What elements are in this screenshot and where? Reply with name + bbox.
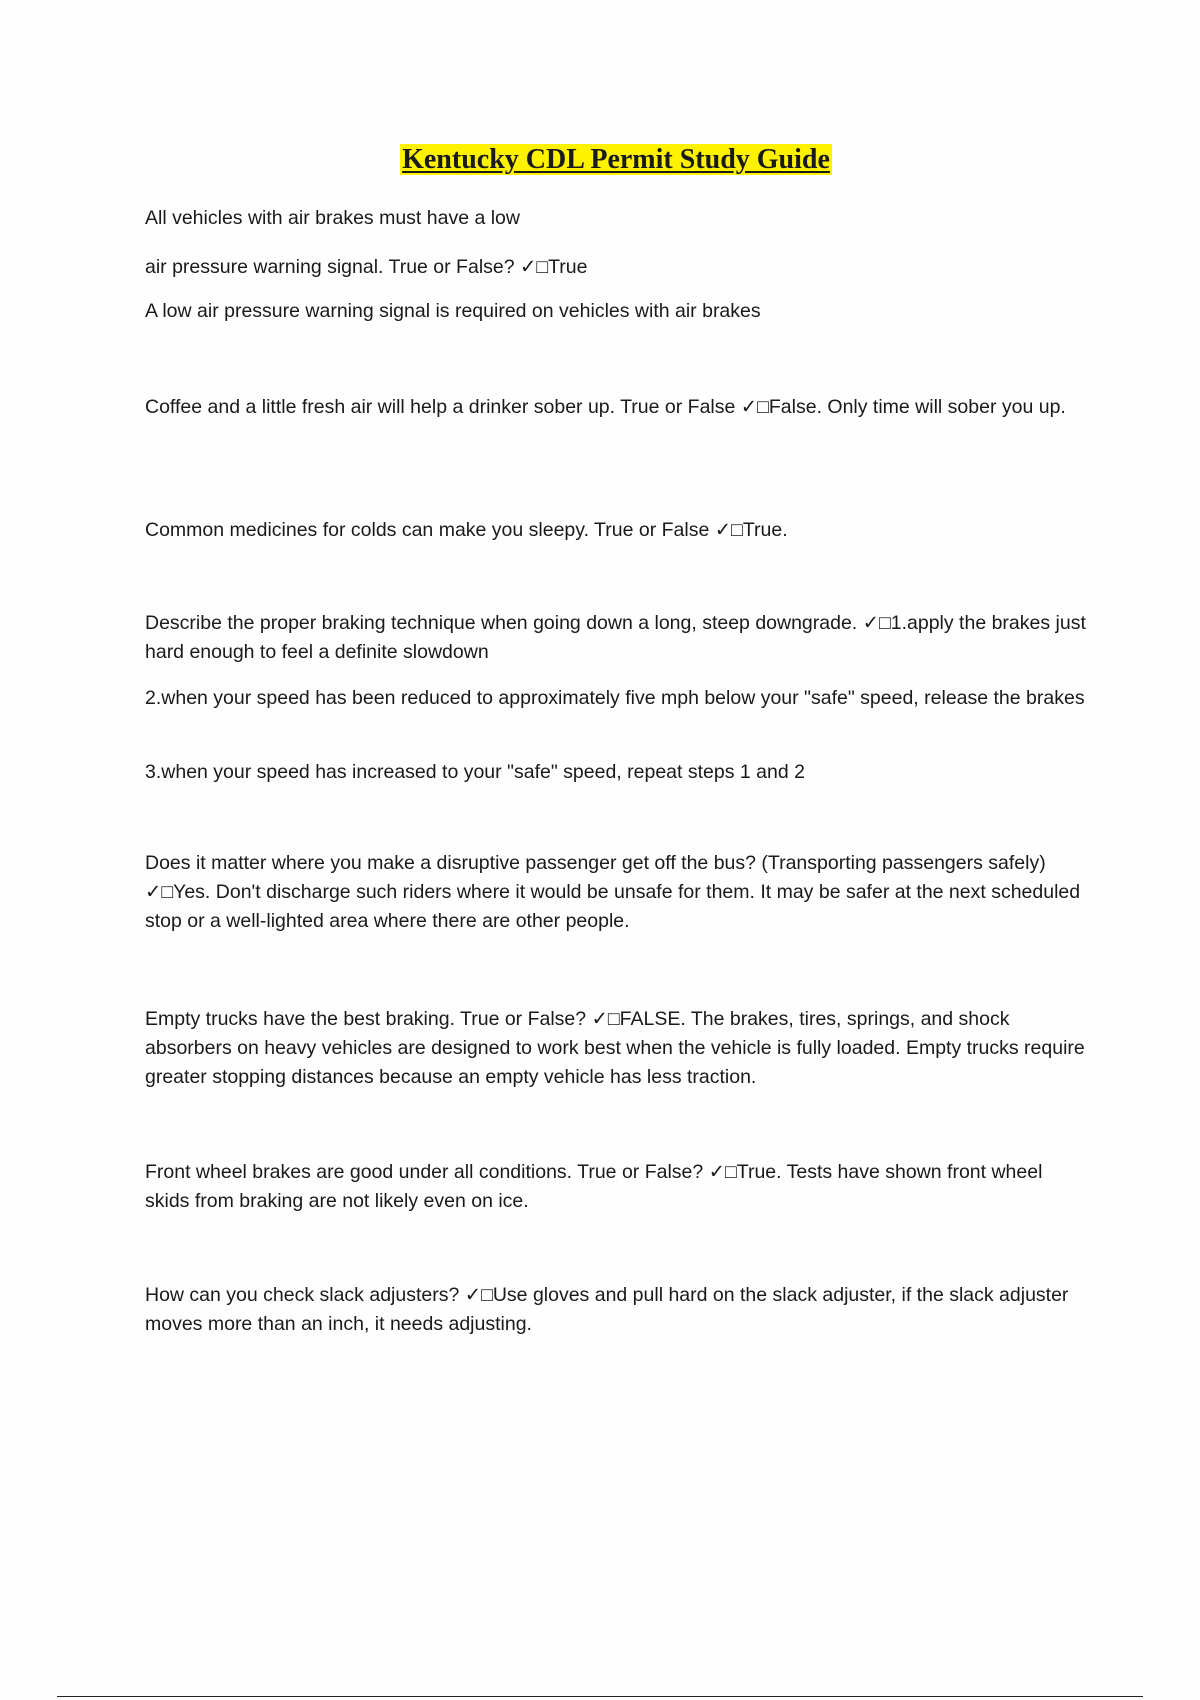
paragraph-front-wheel-brakes: Front wheel brakes are good under all conditions. True or False? ✓□True. Tests have shown front wheel skids from braking are not likely even on ice.: [145, 1161, 1043, 1212]
footer-divider: [57, 1696, 1143, 1697]
paragraph-braking-technique: Describe the proper braking technique when going down a long, steep downgrade. ✓□1.apply the brakes just hard enough to feel a definite slowdown: [145, 612, 1086, 663]
page-title: [0, 142, 1200, 178]
page-title-text: Kentucky CDL Permit Study Guide: [402, 144, 830, 175]
paragraph-braking-step-2: 2.when your speed has been reduced to approximately five mph below your "safe" speed, release the brakes: [145, 687, 1085, 709]
paragraph-empty-trucks: Empty trucks have the best braking. True or False? ✓□FALSE. The brakes, tires, springs, and shock absorbers on heavy vehicles are designed to work best when the vehicle is fully loaded. Empty trucks require greater stopping distances because an empty vehicle has less traction.: [145, 1008, 1085, 1088]
paragraph-braking-step-3: 3.when your speed has increased to your "safe" speed, repeat steps 1 and 2: [145, 761, 805, 783]
paragraph-air-brakes-answer: air pressure warning signal. True or False? ✓□True: [145, 256, 588, 278]
paragraph-air-brakes-explanation: A low air pressure warning signal is required on vehicles with air brakes: [145, 300, 761, 322]
paragraph-slack-adjusters: How can you check slack adjusters? ✓□Use gloves and pull hard on the slack adjuster, if the slack adjuster moves more than an inch, it needs adjusting.: [145, 1284, 1069, 1335]
paragraph-disruptive-passenger: Does it matter where you make a disruptive passenger get off the bus? (Transporting passengers safely) ✓□Yes. Don't discharge such riders where it would be unsafe for them. It may be safer at the next scheduled stop or a well-lighted area where there are other people.: [145, 852, 1081, 932]
paragraph-air-brakes-question: All vehicles with air brakes must have a low: [145, 207, 520, 229]
paragraph-cold-medicines: Common medicines for colds can make you sleepy. True or False ✓□True.: [145, 519, 788, 541]
paragraph-coffee: Coffee and a little fresh air will help a drinker sober up. True or False ✓□False. Only time will sober you up.: [145, 396, 1066, 418]
